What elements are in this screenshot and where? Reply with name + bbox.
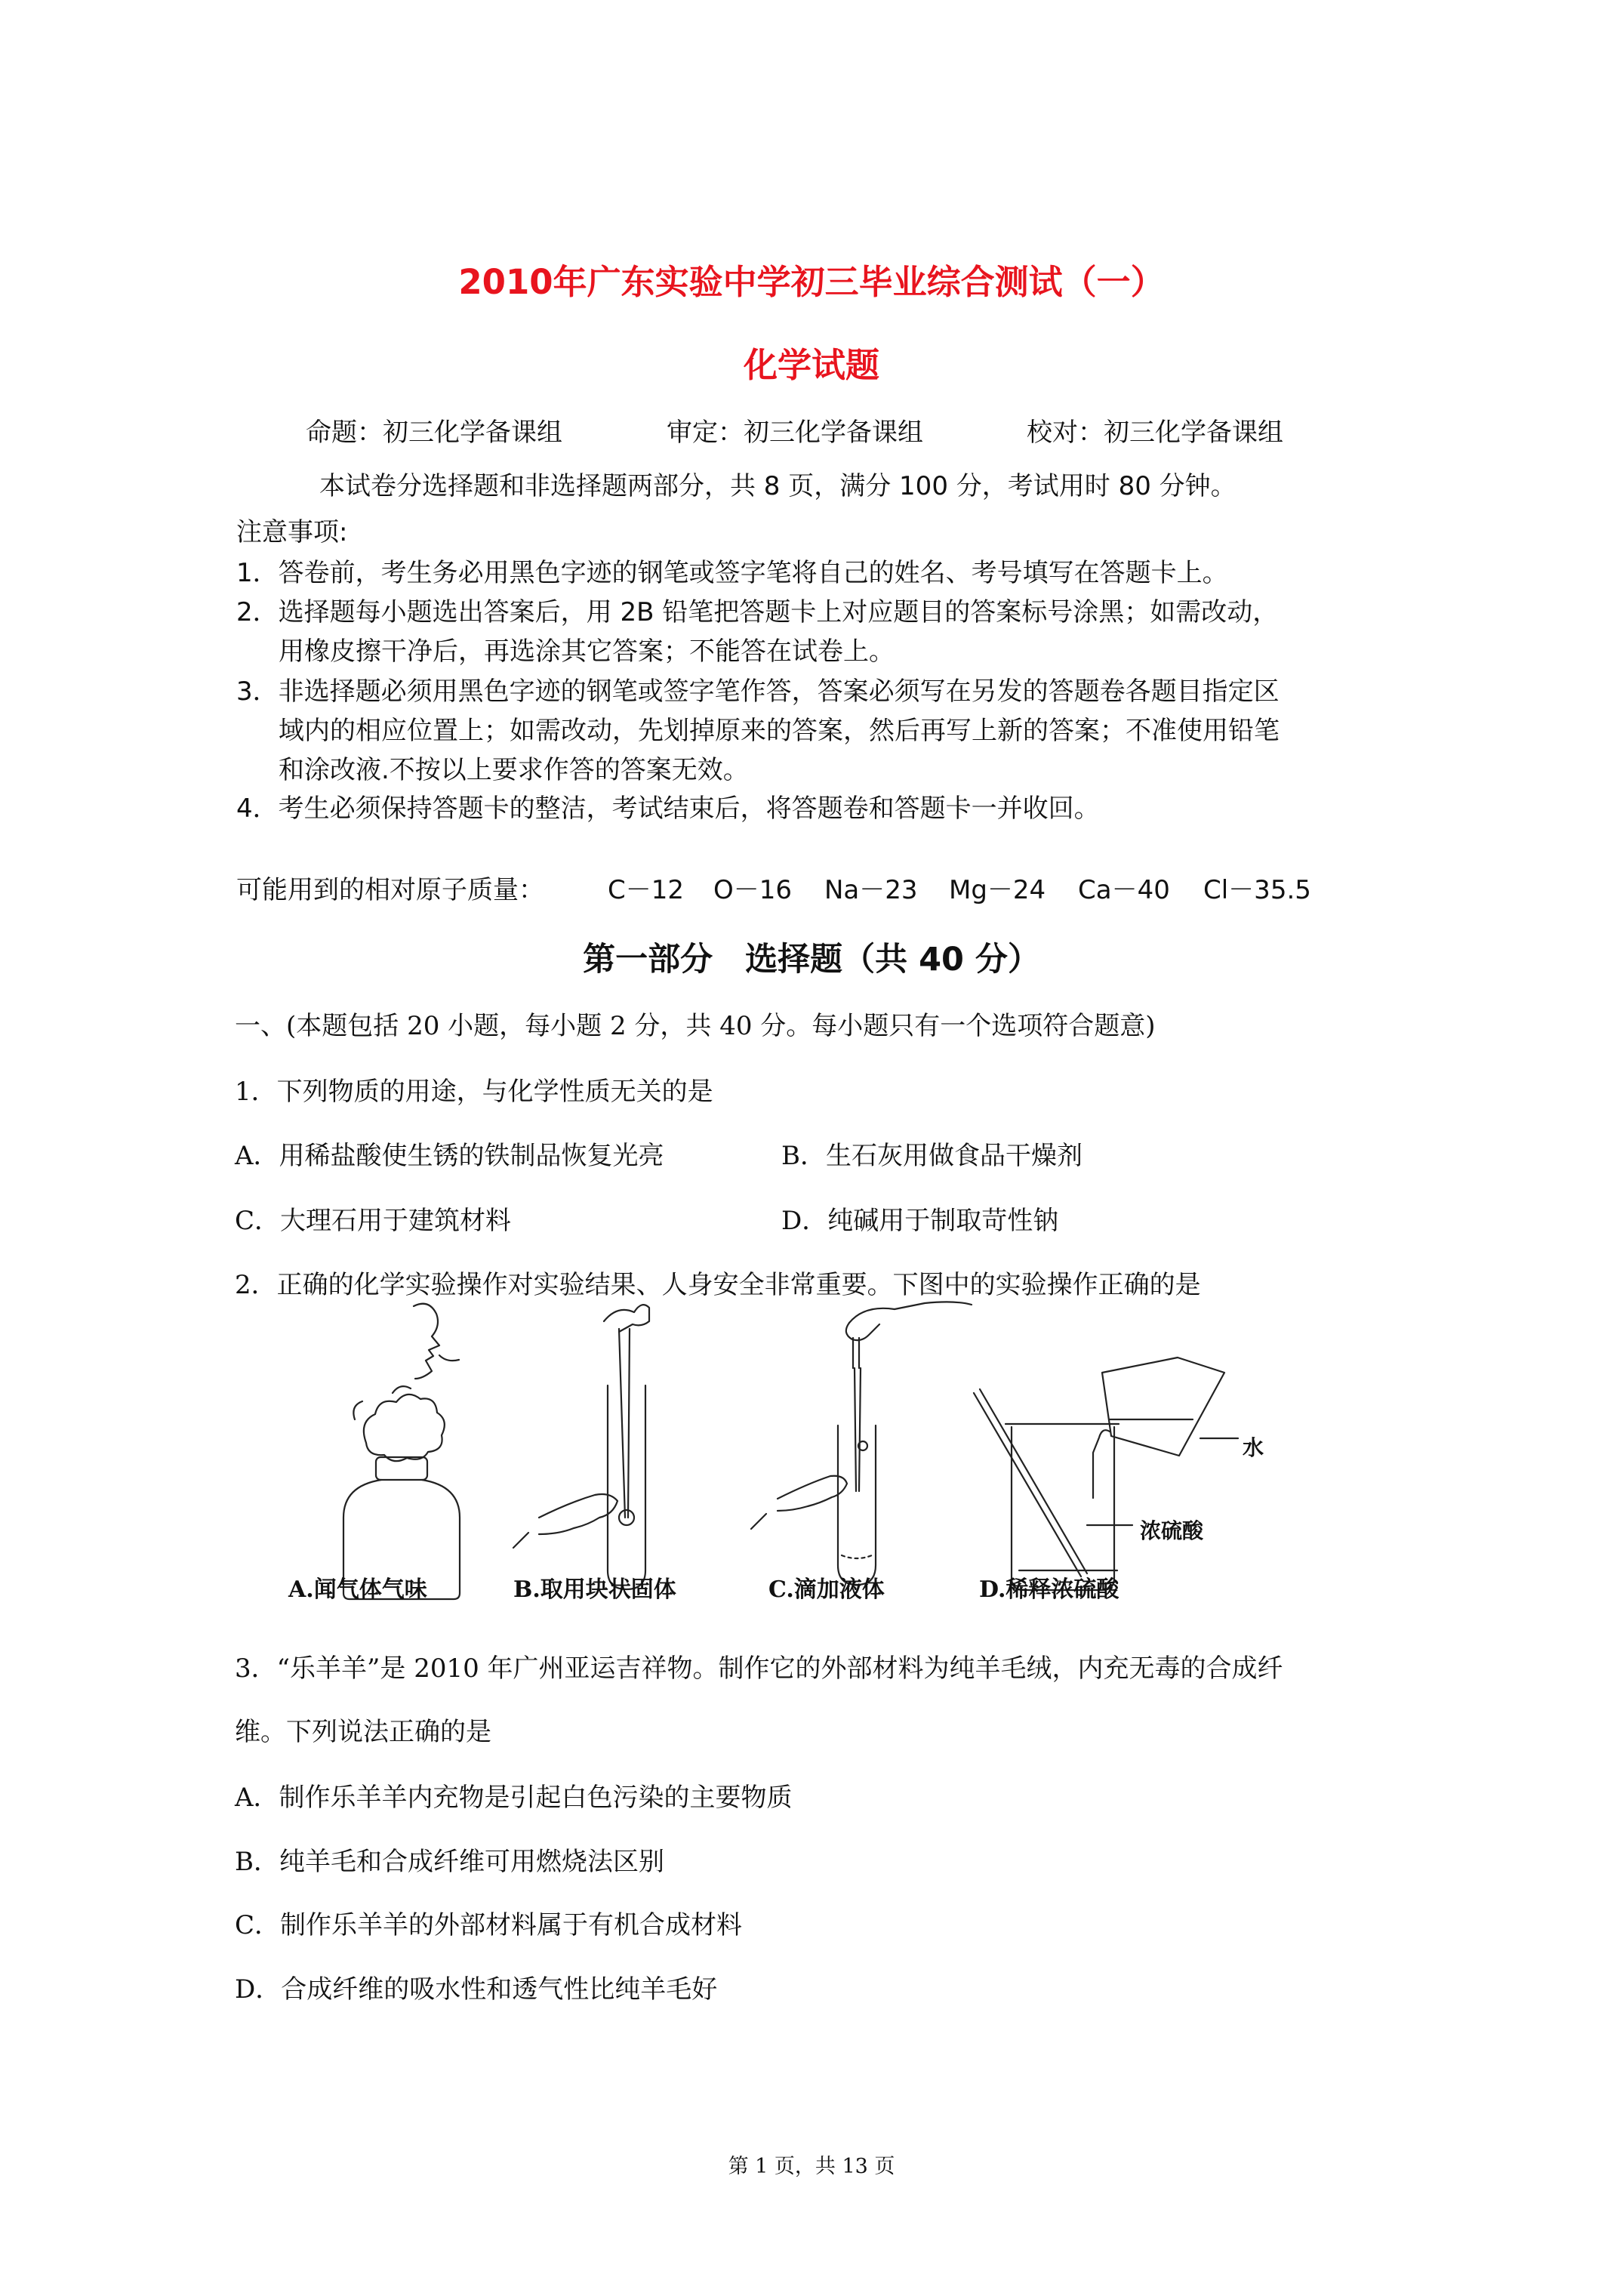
q3-option-a: A．制作乐羊羊内充物是引起白色污染的主要物质 (235, 1783, 793, 1813)
figure-label-d: D.稀释浓硫酸 (979, 1576, 1119, 1603)
smell-gas-figure (343, 1304, 460, 1599)
notice-item: 1．答卷前，考生务必用黑色字迹的钢笔或签字笔将自己的姓名、考号填写在答题卡上。 (236, 558, 1228, 588)
notice-item: 域内的相应位置上；如需改动，先划掉原来的答案，然后再写上新的答案；不准使用铅笔 (279, 716, 1280, 746)
credit-reviewer: 审定：初三化学备课组 (667, 418, 923, 448)
notice-label: 注意事项: (236, 517, 348, 547)
q1-option-a: A．用稀盐酸使生锈的铁制品恢复光亮 (235, 1141, 664, 1171)
q3-stem: 3．“乐羊羊”是 2010 年广州亚运吉祥物。制作它的外部材料为纯羊毛绒，内充无毒的合成纤 (235, 1653, 1283, 1684)
q3-option-d: D．合成纤维的吸水性和透气性比纯羊毛好 (235, 1974, 718, 2005)
figure-label-c: C.滴加液体 (768, 1576, 885, 1603)
part1-instruction: 一、(本题包括 20 小题，每小题 2 分，共 40 分。每小题只有一个选项符合题意) (235, 1011, 1156, 1041)
notice-item: 4．考生必须保持答题卡的整洁，考试结束后，将答题卷和答题卡一并收回。 (236, 794, 1100, 824)
atomic-mass-cl: Cl－35.5 (1203, 875, 1311, 905)
q1-stem: 1．下列物质的用途，与化学性质无关的是 (235, 1077, 713, 1107)
dilute-acid-figure (974, 1358, 1238, 1590)
notice-item: 3．非选择题必须用黑色字迹的钢笔或签字笔作答，答案必须写在另发的答题卷各题目指定区 (236, 676, 1280, 707)
q3-option-c: C．制作乐羊羊的外部材料属于有机合成材料 (235, 1910, 743, 1940)
water-label: 水 (1243, 1435, 1264, 1460)
q1-option-d: D．纯碱用于制取苛性钠 (781, 1206, 1059, 1236)
atomic-mass-label: 可能用到的相对原子质量： (236, 875, 544, 905)
q1-option-b: B．生石灰用做食品干燥剂 (781, 1141, 1083, 1171)
atomic-mass-na: Na－23 (824, 875, 918, 905)
page-footer: 第 1 页，共 13 页 (728, 2155, 895, 2178)
q3-stem-continued: 维。下列说法正确的是 (235, 1717, 491, 1747)
exam-title: 2010年广东实验中学初三毕业综合测试（一） (458, 262, 1165, 302)
credit-author: 命题：初三化学备课组 (306, 418, 562, 448)
figure-label-a: A.闻气体气味 (288, 1576, 427, 1603)
acid-label: 浓硫酸 (1140, 1518, 1204, 1543)
credit-proofreader: 校对：初三化学备课组 (1027, 418, 1283, 448)
exam-intro: 本试卷分选择题和非选择题两部分，共 8 页，满分 100 分，考试用时 80 分钟。 (319, 471, 1236, 501)
exam-subtitle: 化学试题 (743, 345, 879, 385)
atomic-mass-mg: Mg－24 (949, 875, 1046, 905)
part1-heading: 第一部分 选择题（共 40 分） (583, 941, 1040, 978)
notice-item: 和涂改液.不按以上要求作答的答案无效。 (279, 755, 749, 785)
atomic-mass-o: O－16 (713, 875, 793, 905)
q2-stem: 2．正确的化学实验操作对实验结果、人身安全非常重要。下图中的实验操作正确的是 (235, 1270, 1201, 1300)
atomic-mass-c: C－12 (608, 875, 685, 905)
q1-option-c: C．大理石用于建筑材料 (235, 1206, 512, 1236)
atomic-mass-ca: Ca－40 (1078, 875, 1170, 905)
q3-option-b: B．纯羊毛和合成纤维可用燃烧法区别 (235, 1847, 664, 1877)
drip-liquid-figure (751, 1302, 972, 1585)
take-solid-figure (513, 1305, 649, 1589)
figure-label-b: B.取用块状固体 (513, 1576, 676, 1603)
notice-item: 2．选择题每小题选出答案后，用 2B 铅笔把答题卡上对应题目的答案标号涂黑；如需改动， (236, 597, 1279, 627)
notice-item: 用橡皮擦干净后，再选涂其它答案；不能答在试卷上。 (279, 636, 895, 667)
